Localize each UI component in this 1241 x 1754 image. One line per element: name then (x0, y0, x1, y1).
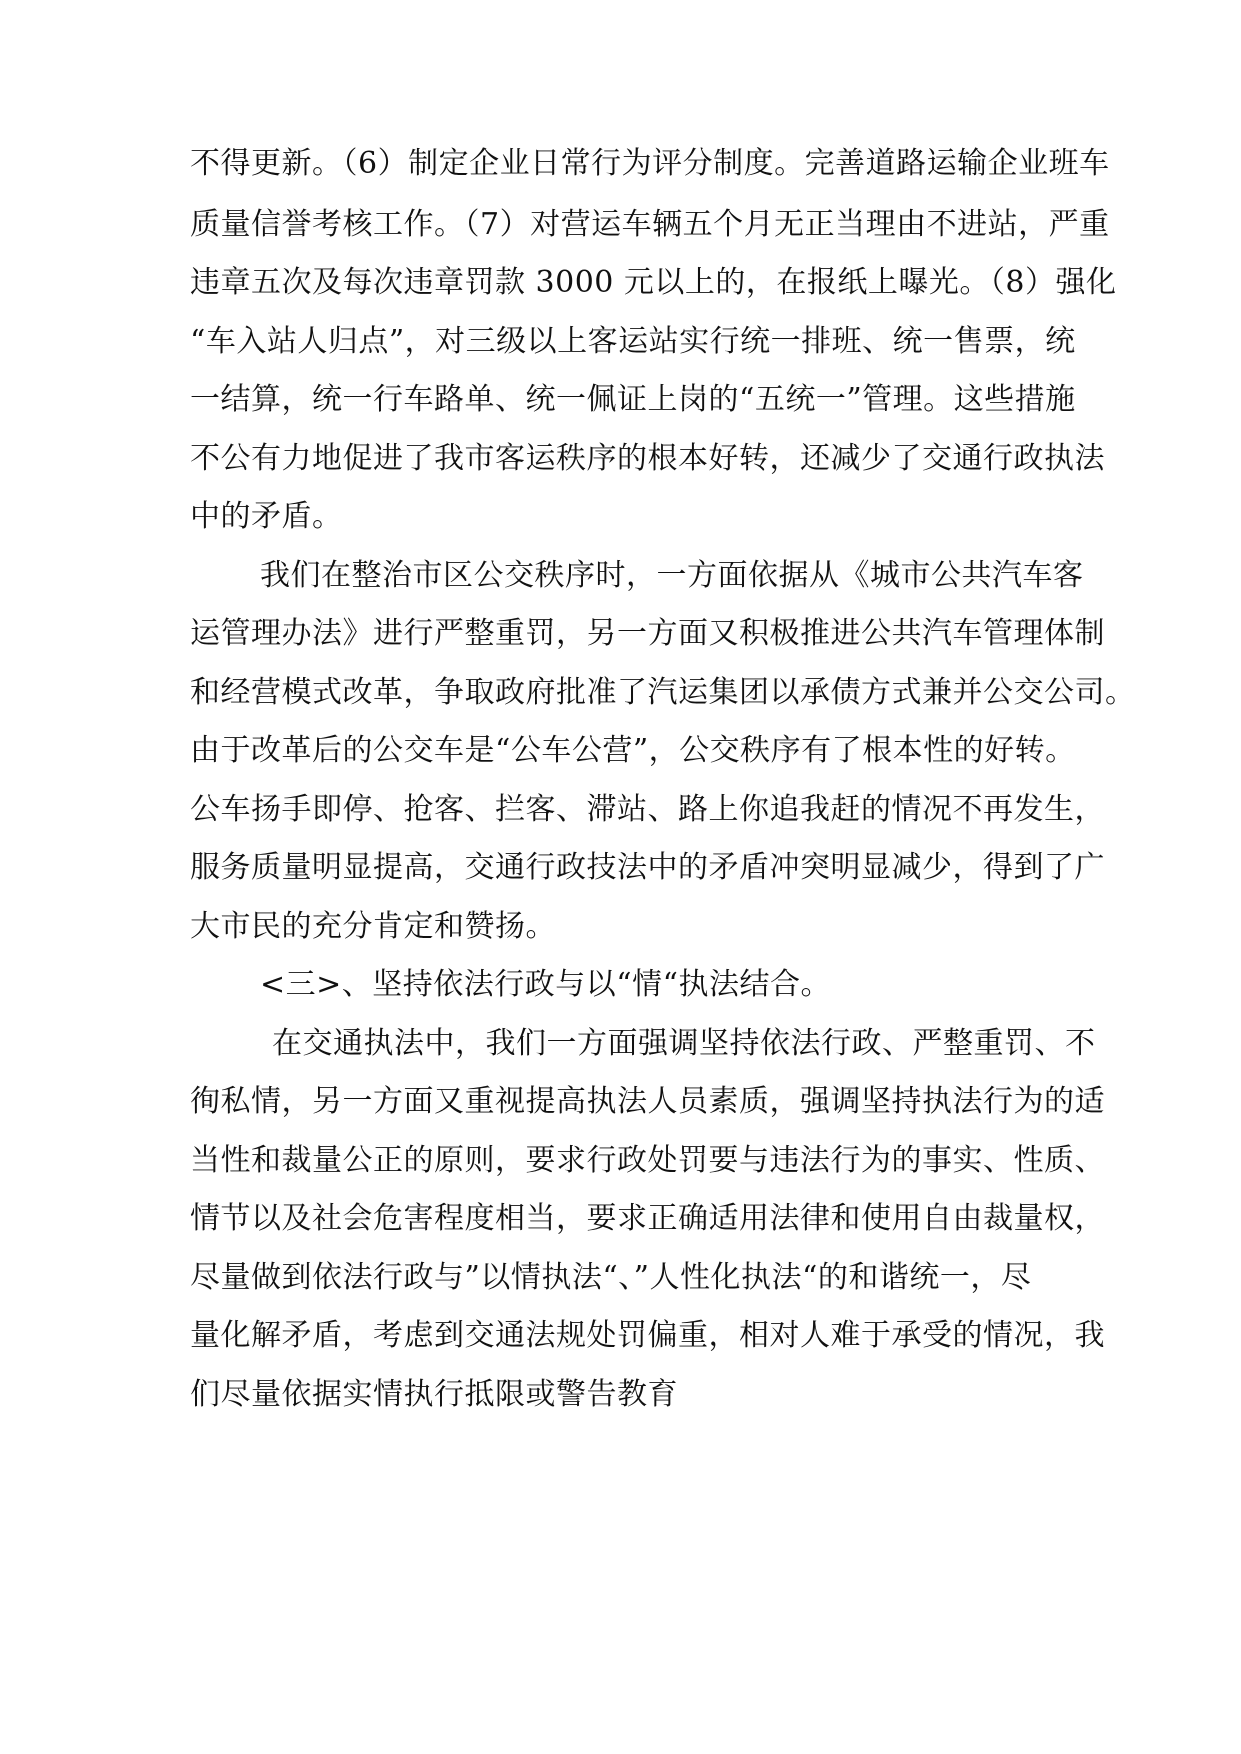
text-line: 徇私情，另一方面又重视提高执法人员素质，强调坚持执法行为的适 (190, 1084, 1105, 1119)
text-line: 情节以及社会危害程度相当，要求正确适用法律和使用自由裁量权， (190, 1201, 1105, 1236)
text-line: 中的矛盾。 (190, 499, 343, 534)
text-line: 服务质量明显提高，交通行政技法中的矛盾冲突明显减少，得到了广 (190, 850, 1105, 885)
text-line: 运管理办法》进行严整重罚，另一方面又积极推进公共汽车管理体制 (190, 616, 1105, 651)
text-line: 当性和裁量公正的原则，要求行政处罚要与违法行为的事实、性质、 (190, 1143, 1105, 1178)
paragraph-first-line: 在交通执法中，我们一方面强调坚持依法行政、严整重罚、不 (272, 1026, 1096, 1061)
text-line: 们尽量依据实情执行抵限或警告教育 (190, 1377, 678, 1412)
text-line: 量化解矛盾，考虑到交通法规处罚偏重，相对人难于承受的情况，我 (190, 1318, 1105, 1353)
text-line: 尽量做到依法行政与”以情执法“、”人性化执法“的和谐统一，尽 (190, 1260, 1032, 1295)
text-line: 大市民的充分肯定和赞扬。 (190, 909, 556, 944)
paragraph-first-line: 我们在整治市区公交秩序时，一方面依据从《城市公共汽车客 (260, 558, 1084, 593)
text-line: 质量信誉考核工作。（7）对营运车辆五个月无正当理由不进站，严重 (190, 207, 1110, 242)
text-line: “车入站人归点”，对三级以上客运站实行统一排班、统一售票，统 (190, 324, 1076, 359)
text-line: 违章五次及每次违章罚款 3000 元以上的，在报纸上曝光。（8）强化 (190, 265, 1117, 300)
text-line: 不公有力地促进了我市客运秩序的根本好转，还减少了交通行政执法 (190, 441, 1105, 476)
text-line: 不得更新。（6）制定企业日常行为评分制度。完善道路运输企业班车 (190, 146, 1110, 181)
text-line: 由于改革后的公交车是“公车公营”，公交秩序有了根本性的好转。 (190, 733, 1076, 768)
section-heading: <三>、坚持依法行政与以“情“执法结合。 (260, 967, 831, 1002)
text-line: 和经营模式改革，争取政府批准了汽运集团以承债方式兼并公交公司。 (190, 675, 1136, 710)
text-line: 公车扬手即停、抢客、拦客、滞站、路上你追我赶的情况不再发生， (190, 792, 1105, 827)
text-line: 一结算，统一行车路单、统一佩证上岗的“五统一”管理。这些措施 (190, 382, 1076, 417)
